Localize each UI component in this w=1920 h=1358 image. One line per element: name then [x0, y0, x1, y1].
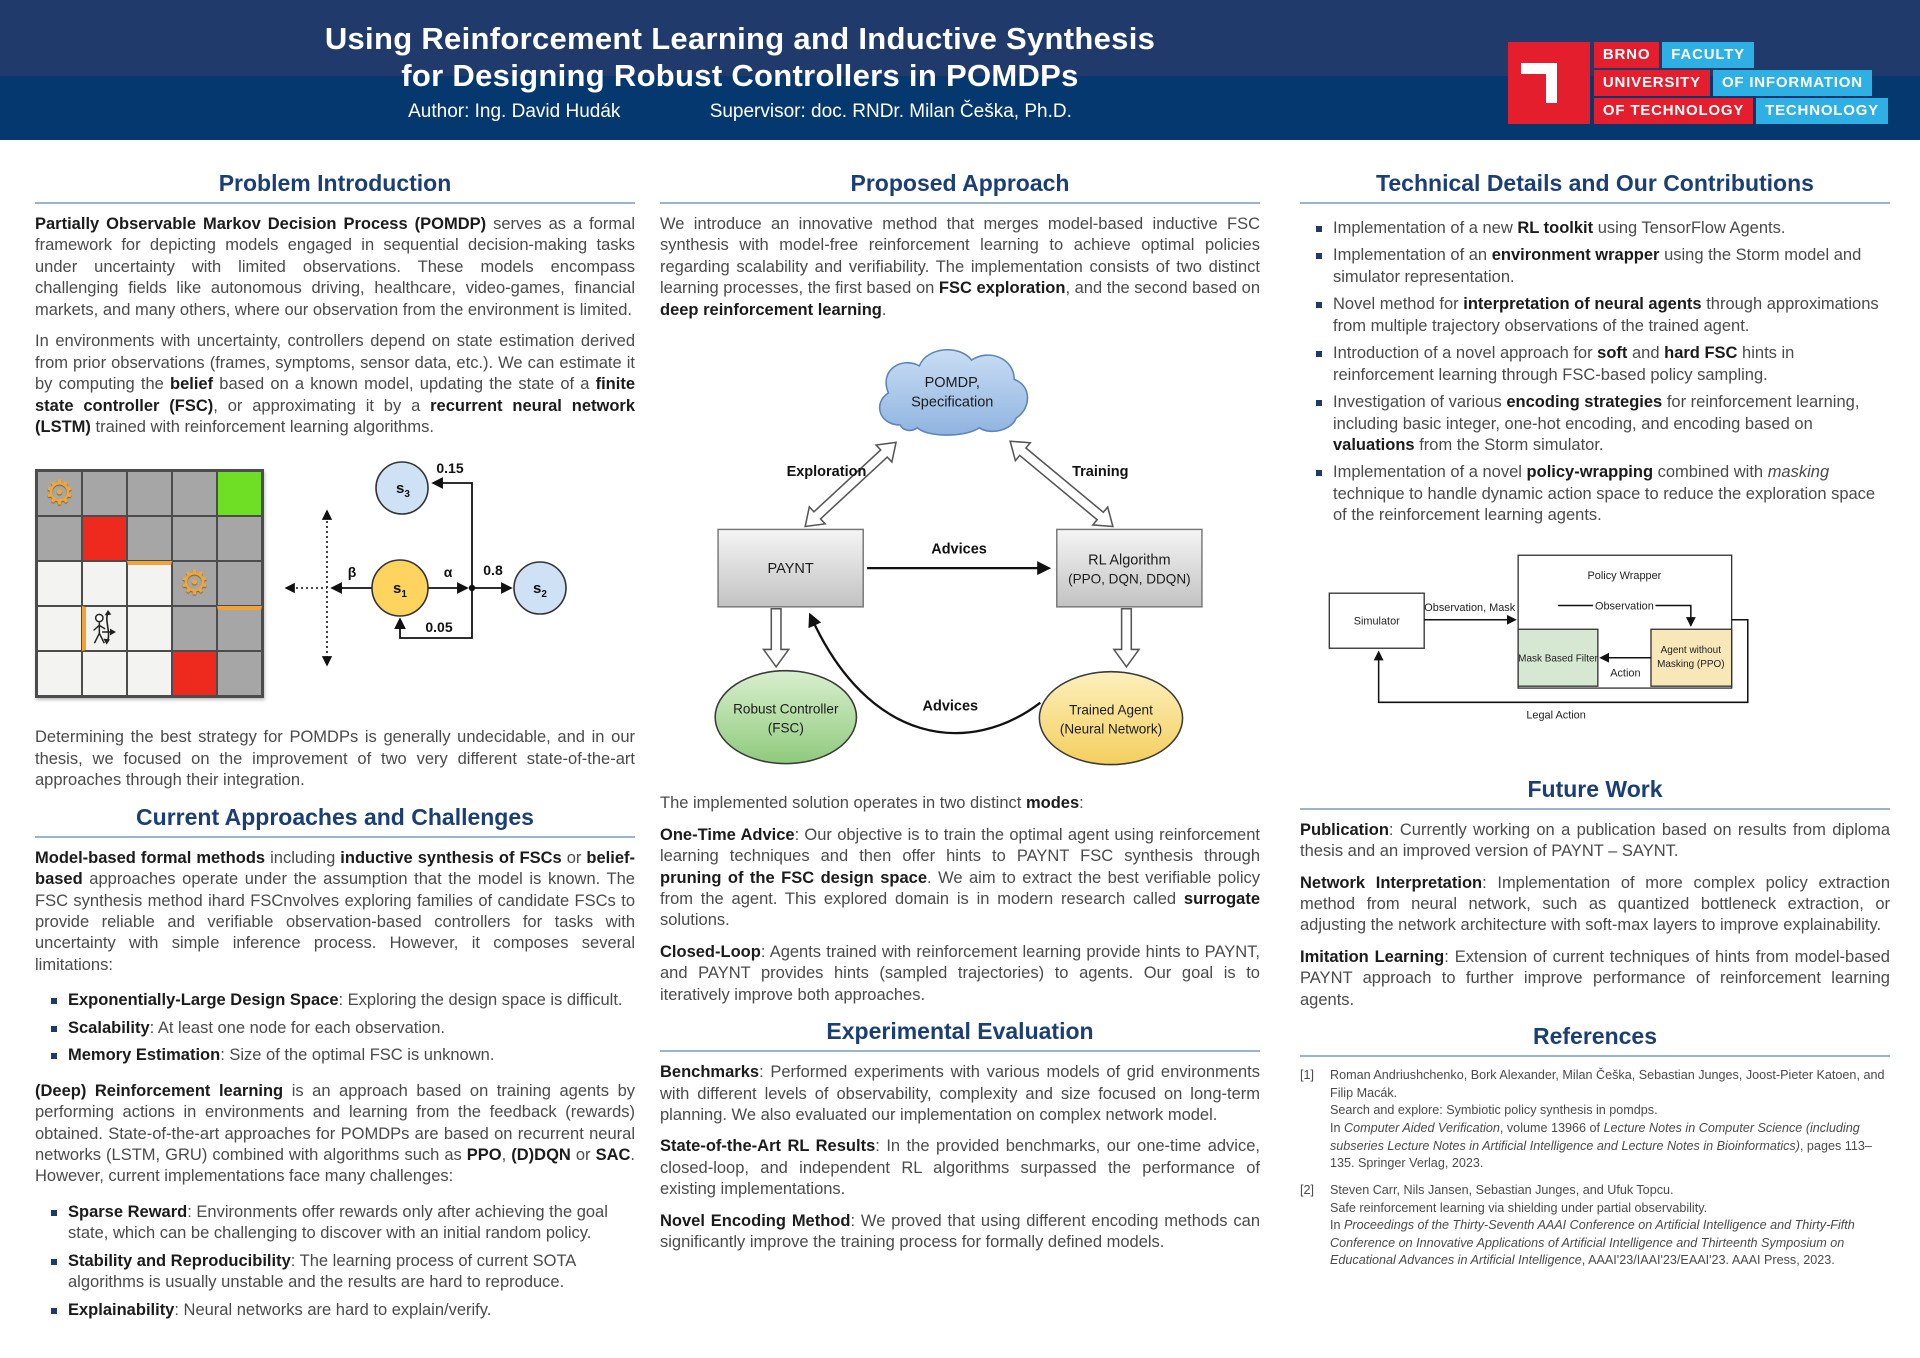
byline: [0, 101, 1480, 123]
cloud-label-line1: POMDP,: [924, 375, 980, 392]
logo-row3-blue: TECHNOLOGY: [1756, 98, 1888, 124]
prob-015-label: 0.15: [436, 460, 464, 477]
grid-cell-white: [82, 561, 127, 606]
section-heading-problem-introduction: Problem Introduction: [218, 170, 452, 196]
state-s2-label: $s_2$: [533, 580, 547, 601]
grid-cell-gray: [172, 471, 217, 516]
agent-label-line2: Masking (PPO): [1657, 658, 1725, 670]
exploration-label: Exploration: [786, 464, 867, 481]
gear-icon: ⚙: [179, 564, 210, 603]
grid-cell-agent: [82, 606, 127, 651]
grid-cell-gear: [37, 471, 82, 516]
pomdp-specification-cloud: [880, 350, 1028, 435]
reference-title: Safe reinforcement learning via shielding under partial observability.: [1330, 1200, 1708, 1215]
grid-cell-gray: [172, 516, 217, 561]
alpha-label: α: [443, 564, 453, 581]
list-item: Implementation of a novel policy-wrapping combined with masking technique to handle dynamic action space to reduce the exploration space of the reinforcement learning agents.: [1316, 462, 1890, 526]
heading-rule: [660, 1050, 1260, 1052]
trained-label-line1: Trained Agent: [1069, 702, 1153, 718]
heading-rule: [35, 202, 635, 204]
state-s3-label: $s_3$: [396, 480, 410, 501]
paragraph-novel-encoding: Novel Encoding Method: We proved that using different encoding methods can significantly improve the training process for formally defined models.: [660, 1211, 1260, 1252]
university-logo-text: [1594, 42, 1888, 124]
paragraph-deep-rl: (Deep) Reinforcement learning is an approach based on training agents by performing actions in environments and learning from the feedback (rewards) obtained. State-of-the-art approaches for POMDPs are based on recurrent neural networks (LSTM, GRU) combined with algorithms such as PPO, (D)DQN or SAC. However, current implementations face many challenges:: [35, 1081, 636, 1186]
legal-action-label: Legal Action: [1526, 709, 1586, 722]
poster-title: [0, 20, 1480, 94]
transition-junction: [469, 585, 475, 591]
grid-cell-gray: [127, 516, 172, 561]
contributions-list: [1316, 218, 1890, 527]
policy-wrapper-label: Policy Wrapper: [1587, 569, 1662, 582]
list-item: Investigation of various encoding strategies for reinforcement learning, including basic integer, one-hot encoding, and encoding based on valuations from the Storm simulator.: [1316, 392, 1890, 456]
paragraph-benchmarks: Benchmarks: Performed experiments with various models of grid environments with different levels of observability, complexity and size focused on long-term planning. We also evaluated our implementation on complex network model.: [660, 1063, 1260, 1124]
agent-stick-figure-icon: [86, 607, 126, 649]
heading-rule: [1300, 808, 1890, 810]
exploration-arrow: [797, 434, 904, 535]
rl-to-agent-arrow: [1114, 609, 1139, 667]
paragraph-imitation-learning: Imitation Learning: Extension of current techniques of hints from model-based PAYNT approach to further improve performance of reinforcement learning agents.: [1300, 947, 1890, 1009]
logo-row3-red: OF TECHNOLOGY: [1594, 98, 1753, 124]
rl-label-line1: RL Algorithm: [1088, 552, 1171, 569]
column-problem-introduction: [35, 158, 635, 1335]
reference-entry: [1300, 1067, 1890, 1173]
logo-row1-blue: FACULTY: [1662, 42, 1754, 68]
column-technical-details: [1300, 158, 1890, 1279]
reference-entry: [1300, 1182, 1890, 1270]
trained-agent-ellipse: [1039, 672, 1182, 765]
reference-authors: Steven Carr, Nils Jansen, Sebastian Junges, and Ufuk Topcu.: [1330, 1182, 1674, 1197]
paynt-label: PAYNT: [767, 561, 814, 578]
poster-header: [0, 0, 1920, 140]
prob-005-label: 0.05: [425, 619, 453, 636]
paragraph-model-based: Model-based formal methods including inductive synthesis of FSCs or belief-based approaches operate under the assumption that the model is known. The FSC synthesis method ihard FSCnvolves exploring families of candidate FSCs to provide reliable and verifiable observation-based controllers for tasks with uncertainty with simple inference process. However, it composes several limitations:: [35, 848, 635, 974]
logo-row2-red: UNIVERSITY: [1594, 70, 1710, 96]
section-heading-current-approaches: Current Approaches and Challenges: [136, 803, 534, 830]
paragraph-closed-loop: Closed-Loop: Agents trained with reinforcement learning provide hints to PAYNT, and PAYNT provides hints (sampled trajectories) to agents. Our goal is to iteratively improve both approaches.: [660, 942, 1260, 1004]
list-item: Stability and Reproducibility: The learning process of current SOTA algorithms is usually unstable and the results are hard to reproduce.: [51, 1251, 635, 1294]
list-item: Implementation of a new RL toolkit using TensorFlow Agents.: [1316, 218, 1890, 239]
grid-cell-gray: [127, 471, 172, 516]
list-item: Scalability: At least one node for each observation.: [51, 1018, 635, 1039]
author-name: Author: Ing. David Hudák: [408, 101, 621, 122]
grid-cell-white: [127, 606, 172, 651]
agent-label-line1: Agent without: [1660, 644, 1721, 656]
advices-bottom-label: Advices: [922, 698, 979, 715]
robust-label-line2: (FSC): [767, 720, 804, 736]
approach-architecture-diagram: [660, 331, 1260, 783]
paragraph-belief-fsc: In environments with uncertainty, controllers depend on state estimation derived from prior observations (frames, symptoms, sensor data, etc.). We can estimate it by computing the belief based on a known model, updating the state of a finite state controller (FSC), or approximating it by a recurrent neural network (LSTM) trained with reinforcement learning algorithms.: [35, 332, 636, 436]
mask-based-filter-label: Mask Based Filter: [1518, 653, 1598, 665]
reference-venue: In Proceedings of the Thirty-Seventh AAAI Conference on Artificial Intelligence and Thirty-Fifth Conference on Innovative Applications of Artificial Intelligence and Thirteenth Symposium on Educational Advances in Artificial Intelligence, AAAI'23/IAAI'23/EAAI'23. AAAI Press, 2023.: [1330, 1218, 1855, 1268]
title-line-2: for Designing Robust Controllers in POMDPs: [401, 58, 1079, 93]
grid-cell-gray: [82, 471, 127, 516]
reference-body: [1330, 1182, 1890, 1270]
rl-label-line2: (PPO, DQN, DDQN): [1068, 571, 1191, 587]
list-item: Exponentially-Large Design Space: Exploring the design space is difficult.: [51, 990, 635, 1011]
grid-cell-gray: [217, 606, 262, 651]
cloud-label-line2: Specification: [911, 394, 994, 411]
paragraph-one-time-advice: One-Time Advice: Our objective is to train the optimal agent using reinforcement learning techniques and then offer hints to PAYNT FSC synthesis through pruning of the FSC design space. We aim to extract the best verifiable policy from the agent. This explored domain is in modern research called surrogate solutions.: [660, 825, 1260, 930]
grid-cell-red: [172, 651, 217, 696]
beta-label: β: [347, 564, 357, 581]
advices-top-label: Advices: [931, 541, 987, 558]
heading-rule: [35, 836, 635, 838]
logo-row2-blue: OF INFORMATION: [1713, 70, 1872, 96]
column-proposed-approach: [660, 158, 1260, 1264]
state-s1-label: $s_1$: [393, 580, 407, 601]
paragraph-pomdp-intro: Partially Observable Markov Decision Process (POMDP) serves as a formal framework for depicting models engaged in sequential decision-making tasks under uncertainty with limited observations. These models encompass challenging fields like autonomous driving, healthcare, video-games, financial markets, and many others, where our observation from the environment is limited.: [35, 215, 635, 319]
trained-label-line2: (Neural Network): [1059, 721, 1163, 737]
grid-cell-white: [127, 561, 172, 606]
grid-cell-white: [37, 561, 82, 606]
grid-cell-white: [37, 606, 82, 651]
section-heading-references: References: [1532, 1023, 1658, 1050]
heading-rule: [1300, 1055, 1890, 1057]
gridworld-image: [35, 469, 264, 698]
reference-number: [2]: [1300, 1182, 1315, 1197]
grid-cell-green: [217, 471, 262, 516]
robust-controller-ellipse: [715, 671, 856, 764]
prob-08-label: 0.8: [483, 562, 503, 579]
heading-rule: [1300, 202, 1890, 204]
agent-without-masking-box: [1651, 629, 1732, 686]
grid-cell-gray: [217, 561, 262, 606]
list-item: Novel method for interpretation of neural agents through approximations from multiple trajectory observations of the trained agent.: [1316, 294, 1890, 337]
training-label: Training: [1072, 464, 1129, 481]
observation-mask-label: Observation, Mask: [1424, 601, 1516, 614]
section-heading-proposed-approach: Proposed Approach: [850, 170, 1070, 196]
pomdp-gridworld-figure: [35, 453, 635, 713]
grid-cell-white: [127, 651, 172, 696]
university-logo-t-icon: [1508, 42, 1590, 124]
grid-cell-white: [37, 651, 82, 696]
supervisor-name: Supervisor: doc. RNDr. Milan Češka, Ph.D.: [709, 101, 1072, 122]
heading-rule: [660, 202, 1260, 204]
grid-cell-white: [82, 651, 127, 696]
robust-label-line1: Robust Controller: [733, 701, 839, 717]
grid-cell-gear: [172, 561, 217, 606]
paragraph-undecidable: Determining the best strategy for POMDPs is generally undecidable, and in our thesis, we focused on the improvement of two very different state-of-the-art approaches through their integration.: [35, 728, 635, 790]
list-item: Memory Estimation: Size of the optimal FSC is unknown.: [51, 1045, 635, 1066]
list-item: Explainability: Neural networks are hard to explain/verify.: [51, 1300, 635, 1321]
paragraph-modes-intro: The implemented solution operates in two distinct modes:: [660, 794, 1084, 813]
grid-cell-gray: [172, 606, 217, 651]
grid-cell-gray: [217, 516, 262, 561]
policy-wrapper-diagram: [1315, 541, 1875, 764]
paragraph-approach-intro: We introduce an innovative method that merges model-based inductive FSC synthesis with model-free reinforcement learning to achieve optimal policies regarding scalability and verifiability. The implementation consists of two distinct learning processes, the first based on FSC exploration, and the second based on deep reinforcement learning.: [660, 215, 1260, 319]
action-label: Action: [1610, 667, 1641, 680]
paynt-to-fsc-arrow: [764, 609, 789, 667]
challenges-list: [51, 1202, 635, 1321]
section-heading-technical-details: Technical Details and Our Contributions: [1376, 170, 1814, 196]
reference-authors: Roman Andriushchenko, Bork Alexander, Milan Češka, Sebastian Junges, Joost-Pieter Katoen, and Filip Macák.: [1330, 1068, 1885, 1100]
section-heading-experimental-evaluation: Experimental Evaluation: [826, 1018, 1094, 1045]
reference-venue: In Computer Aided Verification, volume 13966 of Lecture Notes in Computer Science (including subseries Lecture Notes in Artificial Intelligence and Lecture Notes in Bioinformatics), pages 113–135. Springer Verlag, 2023.: [1330, 1121, 1872, 1171]
logo-row1-red: BRNO: [1594, 42, 1659, 68]
section-heading-future-work: Future Work: [1527, 775, 1663, 802]
limitations-list: [51, 990, 635, 1066]
list-item: Sparse Reward: Environments offer rewards only after achieving the goal state, which can be challenging to discover with an initial random policy.: [51, 1202, 635, 1245]
title-line-1: Using Reinforcement Learning and Inductive Synthesis: [324, 21, 1156, 56]
list-item: Implementation of an environment wrapper using the Storm model and simulator representation.: [1316, 245, 1890, 288]
grid-cell-gray: [217, 651, 262, 696]
list-item: Introduction of a novel approach for soft and hard FSC hints in reinforcement learning through FSC-based policy sampling.: [1316, 343, 1890, 386]
training-arrow: [1003, 432, 1121, 535]
university-logo: [1508, 42, 1888, 124]
reference-body: [1330, 1067, 1890, 1173]
observation-label: Observation: [1595, 600, 1654, 613]
paragraph-network-interpretation: Network Interpretation: Implementation of more complex policy extraction method from neural network, such as quantized bottleneck extraction, or adjusting the network architecture with soft-max layers to improve explainability.: [1300, 873, 1890, 935]
simulator-label: Simulator: [1353, 615, 1400, 628]
grid-cell-gray: [37, 516, 82, 561]
fsc-state-diagram: [272, 453, 617, 713]
reference-number: [1]: [1300, 1068, 1315, 1083]
grid-cell-red: [82, 516, 127, 561]
paragraph-publication: Publication: Currently working on a publication based on results from diploma thesis and an improved version of PAYNT – SAYNT.: [1300, 820, 1890, 861]
paragraph-sota-results: State-of-the-Art RL Results: In the provided benchmarks, our one-time advice, closed-loop, and independent RL algorithms surpassed the performance of existing implementations.: [660, 1137, 1260, 1199]
compass-dashed-axes: [286, 511, 327, 665]
reference-title: Search and explore: Symbiotic policy synthesis in pomdps.: [1330, 1103, 1658, 1118]
gear-icon: ⚙: [44, 474, 75, 513]
